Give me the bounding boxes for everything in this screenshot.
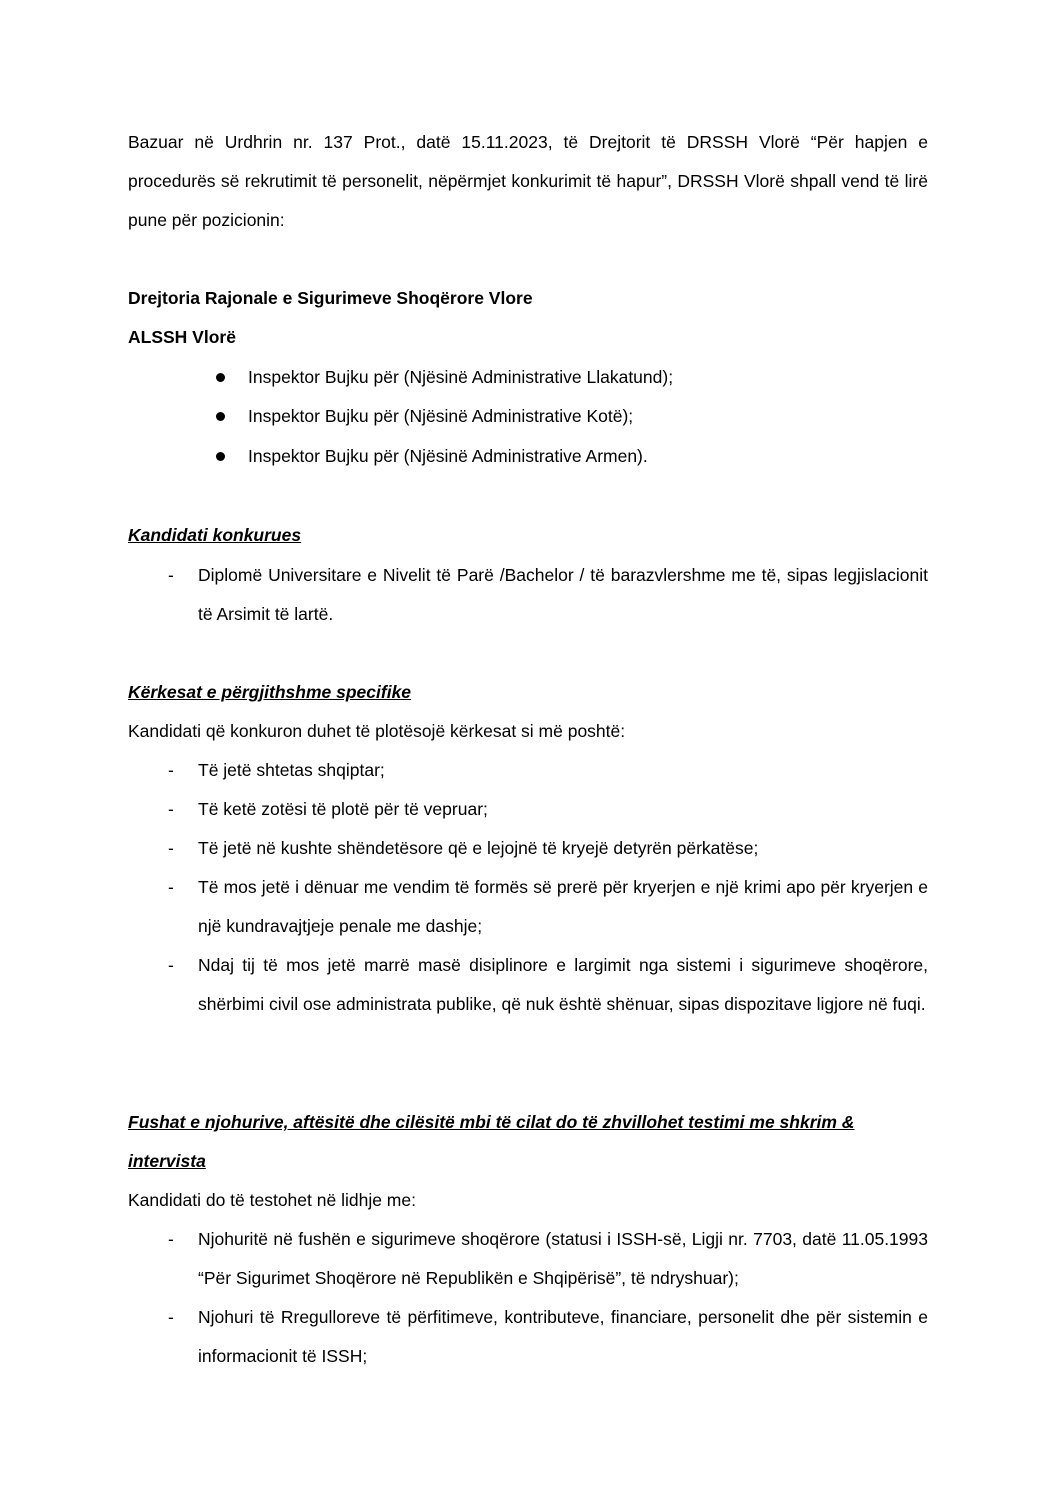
requirement-item: - Ndaj tij të mos jetë marrë masë disiplinore e largimit nga sistemi i sigurimeve shoqërore, shërbimi civil ose administrata publike, që nuk është shënuar, sipas dispozitave ligjore në fuqi. [198,946,928,1024]
dash-marker: - [168,799,174,819]
knowledge-intro: Kandidati do të testohet në lidhje me: [128,1190,416,1210]
requirements-heading: Kërkesat e përgjithshme specifike [128,682,412,702]
dash-marker: - [168,877,174,897]
dash-marker: - [168,838,174,858]
candidate-heading: Kandidati konkurues [128,525,302,545]
dash-marker: - [168,760,174,780]
knowledge-item: - Njohuri të Rregulloreve të përfitimeve, kontributeve, financiare, personelit dhe për sistemin e informacionit të ISSH; [198,1298,928,1376]
dash-marker: - [168,565,174,585]
knowledge-item: - Njohuritë në fushën e sigurimeve shoqërore (statusi i ISSH-së, Ligji nr. 7703, datë 11.05.1993 “Për Sigurimet Shoqërore në Republikën e Shqipërisë”, të ndryshuar); [198,1220,928,1298]
bullet-icon [216,373,225,382]
intro-paragraph: Bazuar në Urdhrin nr. 137 Prot., datë 15.11.2023, të Drejtorit të DRSSH Vlorë “Për hapjen e procedurës së rekrutimit të personelit, nëpërmjet konkurimit të hapur”, DRSSH Vlorë shpall vend të lirë pune për pozicionin: [128,132,928,230]
bullet-icon [216,452,225,461]
bullet-icon [216,412,225,421]
requirements-intro: Kandidati që konkuron duhet të plotësojë kërkesat si më poshtë: [128,721,626,741]
dash-marker: - [168,1307,174,1327]
position-item: Inspektor Bujku për (Njësinë Administrative Kotë); [248,397,633,436]
dash-marker: - [168,955,174,975]
dash-marker: - [168,1229,174,1249]
knowledge-heading: Fushat e njohurive, aftësitë dhe cilësitë mbi të cilat do të zhvillohet testimi me shkrim & intervista [128,1112,855,1171]
position-item: Inspektor Bujku për (Njësinë Administrative Llakatund); [248,358,673,397]
requirement-item: - Të jetë shtetas shqiptar; [198,751,928,790]
position-item: Inspektor Bujku për (Njësinë Administrative Armen). [248,437,648,476]
org-title: Drejtoria Rajonale e Sigurimeve Shoqërore Vlore [128,288,533,308]
org-subtitle: ALSSH Vlorë [128,327,236,347]
requirement-item: - Të ketë zotësi të plotë për të vepruar; [198,790,928,829]
requirement-item: - Të mos jetë i dënuar me vendim të formës së prerë për kryerjen e një krimi apo për kryerjen e një kundravajtjeje penale me dashje; [198,868,928,946]
requirement-item: - Të jetë në kushte shëndetësore që e lejojnë të kryejë detyrën përkatëse; [198,829,928,868]
candidate-item: - Diplomë Universitare e Nivelit të Parë /Bachelor / të barazvlershme me të, sipas legjislacionit të Arsimit të lartë. [198,556,928,634]
